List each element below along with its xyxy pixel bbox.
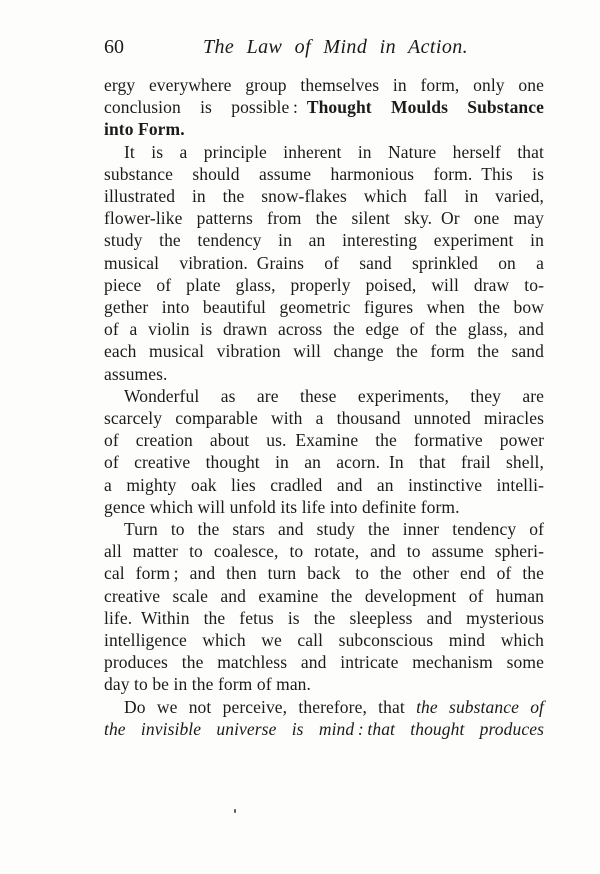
text-line <box>104 252 544 274</box>
text-line <box>104 496 544 518</box>
body-text: gence which will unfold its life into definite form. <box>104 496 460 517</box>
text-line <box>104 274 544 296</box>
italic-text: the invisible universe is mind : that thought produces <box>104 718 544 739</box>
body-text: a mighty oak lies cradled and an instinctive intelli- <box>104 474 544 495</box>
text-line <box>104 696 544 718</box>
body-text: each musical vibration will change the form the sand <box>104 341 544 362</box>
text-line <box>104 207 544 229</box>
bold-text: into Form. <box>104 119 185 140</box>
text-line <box>104 518 544 540</box>
body-text: of creative thought in an acorn. In that frail shell, <box>104 452 544 473</box>
body-text: creative scale and examine the development of human <box>104 585 544 606</box>
text-line <box>104 74 544 96</box>
body-text: scarcely comparable with a thousand unnoted miracles <box>104 408 544 429</box>
body-text: day to be in the form of man. <box>104 674 312 695</box>
body-text: musical vibration. Grains of sand sprinkled on a <box>104 252 544 273</box>
bold-text: Thought Moulds Substance <box>306 97 544 118</box>
page-number: 60 <box>104 36 124 58</box>
text-line <box>104 629 544 651</box>
body-text: assumes. <box>104 363 168 384</box>
body-text: conclusion is possible : <box>104 97 307 118</box>
text-line <box>104 385 544 407</box>
print-speck <box>234 809 236 813</box>
text-line <box>104 363 544 385</box>
text-line <box>104 673 544 695</box>
text-line <box>104 651 544 673</box>
text-line <box>104 141 544 163</box>
italic-text: the substance of <box>416 696 545 717</box>
body-text: intelligence which we call subconscious mind which <box>104 630 544 651</box>
text-line <box>104 296 544 318</box>
text-line <box>104 429 544 451</box>
body-text: Turn to the stars and study the inner tendency of <box>124 519 544 540</box>
text-line <box>104 451 544 473</box>
body-text: ergy everywhere group themselves in form, only one <box>104 75 544 95</box>
body-text: flower-like patterns from the silent sky. Or one may <box>104 208 544 229</box>
text-line <box>104 474 544 496</box>
text-line <box>104 163 544 185</box>
body-text: of a violin is drawn across the edge of the glass, and <box>104 319 544 340</box>
body-text: piece of plate glass, properly poised, will draw to- <box>104 274 544 295</box>
text-line <box>104 540 544 562</box>
text-line <box>104 318 544 340</box>
text-line <box>104 585 544 607</box>
body-text: gether into beautiful geometric figures when the bow <box>104 297 544 318</box>
body-text: Wonderful as are these experiments, they are <box>124 385 544 406</box>
body-text: produces the matchless and intricate mechanism some <box>104 652 544 673</box>
text-line <box>104 562 544 584</box>
text-line <box>104 607 544 629</box>
text-line <box>104 185 544 207</box>
text-line <box>104 96 544 118</box>
body-text: substance should assume harmonious form. This is <box>104 163 544 184</box>
page-body <box>104 74 544 740</box>
running-title: The Law of Mind in Action. <box>203 36 469 58</box>
body-text: It is a principle inherent in Nature herself that <box>124 141 544 162</box>
text-line <box>104 718 544 740</box>
text-line <box>104 118 544 140</box>
body-text: cal form ; and then turn back to the other end of the <box>104 563 544 584</box>
body-text: illustrated in the snow-flakes which fall in varied, <box>104 186 544 207</box>
text-line <box>104 340 544 362</box>
body-text: Do we not perceive, therefore, that <box>124 696 417 717</box>
body-text: of creation about us. Examine the formative power <box>104 430 544 451</box>
text-line <box>104 407 544 429</box>
body-text: study the tendency in an interesting experiment in <box>104 230 544 251</box>
body-text: all matter to coalesce, to rotate, and to assume spheri- <box>104 541 544 562</box>
body-text: life. Within the fetus is the sleepless and mysterious <box>104 607 544 628</box>
text-line <box>104 229 544 251</box>
